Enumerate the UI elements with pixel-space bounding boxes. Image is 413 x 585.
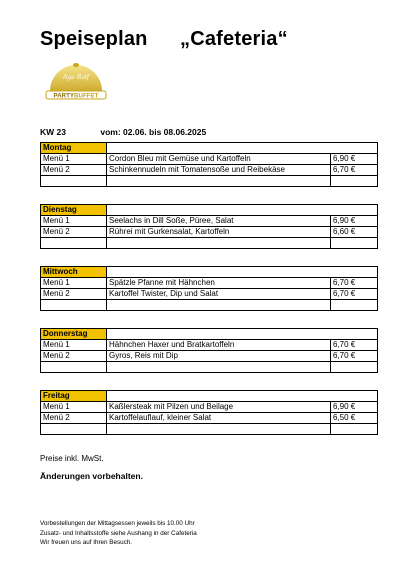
dish: Kartoffelauflauf, kleiner Salat — [107, 413, 331, 423]
table-row-empty — [41, 362, 377, 372]
price: 6,70 € — [333, 289, 356, 298]
dish: Schinkennudeln mit Tomatensoße und Reibekäse — [107, 165, 331, 175]
table-row-empty — [41, 300, 377, 310]
menu-label: Menü 1 — [41, 216, 107, 226]
footer-notes — [40, 519, 197, 548]
table-row-empty — [41, 238, 377, 248]
menu-label: Menü 2 — [41, 351, 107, 361]
dish — [107, 424, 331, 434]
menu-label — [41, 300, 107, 310]
price: 6,70 € — [333, 340, 356, 349]
day-name: Donnerstag — [41, 329, 107, 339]
day-name: Montag — [41, 143, 107, 153]
svg-text:PARTYBUFFET — [54, 93, 99, 100]
dish — [107, 176, 331, 186]
dish: Kaßlersteak mit Pilzen und Beilage — [107, 402, 331, 412]
table-row — [41, 340, 377, 351]
day-header — [41, 391, 377, 402]
note-line: Vorbestellungen der Mittagsessen jeweils bis 10.00 Uhr — [40, 520, 195, 527]
day-name: Dienstag — [41, 205, 107, 215]
menu-label — [41, 424, 107, 434]
menu-label: Menü 1 — [41, 278, 107, 288]
table-row — [41, 216, 377, 227]
dish: Gyros, Reis mit Dip — [107, 351, 331, 361]
price — [331, 238, 377, 248]
menu-label: Menü 2 — [41, 165, 107, 175]
table-row-empty — [41, 424, 377, 434]
table-row — [41, 413, 377, 424]
title-text: Speiseplan — [40, 28, 148, 50]
menu-label: Menü 2 — [41, 227, 107, 237]
dish: Spätzle Pfanne mit Hähnchen — [107, 278, 331, 288]
price — [331, 362, 377, 372]
dish: Seelachs in Dill Soße, Püree, Salat — [107, 216, 331, 226]
day-header — [41, 267, 377, 278]
note-line: Wir freuen uns auf Ihren Besuch. — [40, 539, 133, 546]
menu-label: Menü 1 — [41, 340, 107, 350]
note-line: Zusatz- und Inhaltsstoffe siehe Aushang in der Cafeteria — [40, 529, 197, 537]
menu-label: Menü 1 — [41, 402, 107, 412]
price: 6,60 € — [333, 227, 356, 236]
day-name: Freitag — [41, 391, 107, 401]
day-header — [41, 205, 377, 216]
dish: Kartoffel Twister, Dip und Salat — [107, 289, 331, 299]
price: 6,90 € — [333, 216, 356, 225]
day-header — [41, 329, 377, 340]
dish — [107, 362, 331, 372]
table-row — [41, 154, 377, 165]
changes-note: Änderungen vorbehalten. — [40, 471, 143, 481]
day-name: Mittwoch — [41, 267, 107, 277]
partybuffet-logo — [36, 54, 116, 106]
table-row — [41, 289, 377, 300]
menu-label: Menü 2 — [41, 289, 107, 299]
table-row — [41, 402, 377, 413]
menu-label — [41, 176, 107, 186]
table-row — [41, 165, 377, 176]
menu-label: Menü 2 — [41, 413, 107, 423]
vat-note: Preise inkl. MwSt. — [40, 454, 104, 463]
price: 6,70 € — [333, 165, 356, 174]
dish: Cordon Bleu mit Gemüse und Kartoffeln — [107, 154, 331, 164]
day-table-freitag — [40, 390, 378, 435]
week-info — [40, 127, 206, 137]
day-table-mittwoch — [40, 266, 378, 311]
day-table-montag — [40, 142, 378, 187]
table-row — [41, 351, 377, 362]
dish: Hähnchen Haxer und Bratkartoffeln — [107, 340, 331, 350]
menu-label — [41, 362, 107, 372]
table-row-empty — [41, 176, 377, 186]
price: 6,90 € — [333, 402, 356, 411]
price — [331, 300, 377, 310]
price: 6,90 € — [333, 154, 356, 163]
price — [331, 424, 377, 434]
price — [331, 176, 377, 186]
menu-label — [41, 238, 107, 248]
price: 6,70 € — [333, 351, 356, 360]
table-row — [41, 227, 377, 238]
logo-script-text: Aga Rolf — [63, 74, 89, 81]
price: 6,50 € — [333, 413, 356, 422]
dish: Rührei mit Gurkensalat, Kartoffeln — [107, 227, 331, 237]
logo-brand-left: PARTY — [53, 92, 75, 100]
day-header — [41, 143, 377, 154]
week-label: KW 23 — [40, 127, 66, 137]
dish — [107, 238, 331, 248]
week-range: vom: 02.06. bis 08.06.2025 — [100, 127, 207, 137]
day-table-donnerstag — [40, 328, 378, 373]
dish — [107, 300, 331, 310]
table-row — [41, 278, 377, 289]
day-table-dienstag — [40, 204, 378, 249]
page-title — [40, 28, 288, 51]
price: 6,70 € — [333, 278, 356, 287]
logo-brand-right: BUFFET — [74, 92, 99, 100]
title-cafeteria: „Cafeteria“ — [180, 28, 288, 50]
menu-label: Menü 1 — [41, 154, 107, 164]
